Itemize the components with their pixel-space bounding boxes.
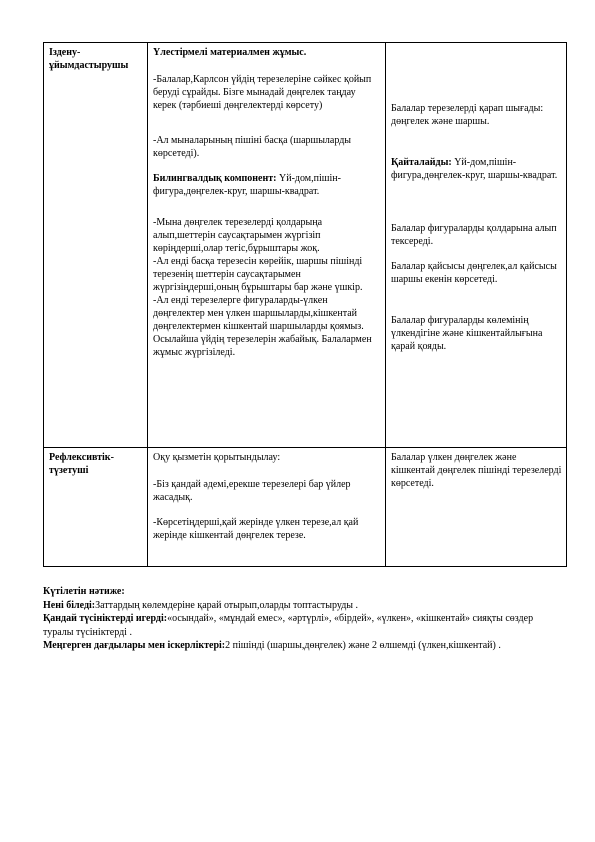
stage-label: Рефлексивтік-түзетуші (49, 452, 114, 476)
skills-line (43, 639, 563, 653)
results-heading: Күтілетін нәтиже: (43, 586, 125, 597)
concepts-text: «осындай», «мұндай емес», «әртүрлі», «бірдей», «үлкен», «кішкентай» сияқты сөздер туралы түсініктерді . (43, 613, 534, 638)
teacher-paragraph: -Ал мыналарының пішіні басқа (шаршыларды көрсетеді). (153, 135, 352, 159)
know-line (43, 599, 563, 613)
children-paragraph: Балалар үлкен дөңгелек және кішкентай дөңгелек пішінді терезелерді көрсетеді. (391, 452, 562, 489)
children-paragraph: Балалар фигураларды қолдарына алып тексереді. (391, 223, 557, 247)
concepts-label: Қандай түсініктерді игерді: (43, 613, 168, 624)
teacher-activity-cell (148, 448, 386, 567)
lesson-plan-table (43, 42, 567, 567)
section-heading: Үлестірмелі материалмен жұмыс. (153, 47, 307, 58)
table-row (44, 43, 567, 448)
children-activity-cell (386, 43, 567, 448)
teacher-paragraph: -Көрсетіңдерші,қай жерінде үлкен терезе,ал қай жерінде кішкентай дөңгелек терезе. (153, 517, 359, 541)
teacher-paragraph: -Ал енді терезелерге фигураларды-үлкен дөңгелектер мен үлкен шаршыларды,кішкентай дөңгелектермен кішкентай шаршыларды қоямыз. Осылайша үйдің терезелерін жабайық. Балалармен жұмыс жүргізіледі. (153, 295, 372, 358)
teacher-paragraph: -Балалар,Карлсон үйдің терезелеріне сәйкес қойып беруді сұрайды. Бізге мынадай дөңгелек таңдау керек (тәрбиеші дөңгелектерді көрсету) (153, 74, 372, 111)
repeat-paragraph (391, 156, 562, 182)
know-label: Нені біледі: (43, 599, 96, 611)
children-paragraph: Балалар терезелерді қарап шығады: дөңгелек және шаршы. (391, 103, 544, 127)
repeat-text: Үй-дом,пішін-фигура,дөңгелек-круг, шаршы-квадрат. (391, 157, 558, 181)
concepts-line (43, 612, 563, 639)
expected-results (43, 585, 563, 653)
teacher-paragraph: Оқу қызметін қорытындылау: (153, 452, 281, 463)
stage-label: Іздену-ұйымдастырушы (49, 47, 129, 71)
bilingual-label: Билингвалдық компонент: (153, 173, 277, 184)
children-paragraph: Балалар қайсысы дөңгелек,ал қайсысы шаршы екенін көрсетеді. (391, 261, 557, 285)
teacher-paragraph: -Ал енді басқа терезесін көрейік, шаршы пішінді терезенің шеттерін саусақтарымен жүргізіңдерші,оның бұрыштары бар және үшкір. (153, 256, 363, 293)
table-row (44, 448, 567, 567)
repeat-label: Қайталайды: (391, 157, 452, 168)
teacher-paragraph: -Мына дөңгелек терезелерді қолдарыңа алып,шеттерін саусақтарымен жүргізіп көріңдерші,олар тегіс,бұрыштары жоқ. (153, 217, 323, 254)
bilingual-component (153, 172, 381, 198)
stage-cell (44, 448, 148, 567)
children-activity-cell (386, 448, 567, 567)
bilingual-text: Үй-дом,пішін-фигура,дөңгелек-круг, шаршы-квадрат. (153, 173, 341, 197)
children-paragraph: Балалар фигураларды көлемінің үлкендігіне және кішкентайлығына қарай қояды. (391, 315, 543, 352)
skills-label: Меңгерген дағдылары мен іскерліктері: (43, 640, 226, 651)
skills-text: 2 пішінді (шаршы,дөңгелек) және 2 өлшемді (үлкен,кішкентай) . (225, 640, 501, 651)
teacher-paragraph: -Біз қандай әдемі,ерекше терезелері бар үйлер жасадық. (153, 479, 351, 503)
stage-cell (44, 43, 148, 448)
teacher-activity-cell (148, 43, 386, 448)
know-text: Заттардың көлемдеріне қарай отырып,оларды топтастыруды . (95, 599, 359, 611)
